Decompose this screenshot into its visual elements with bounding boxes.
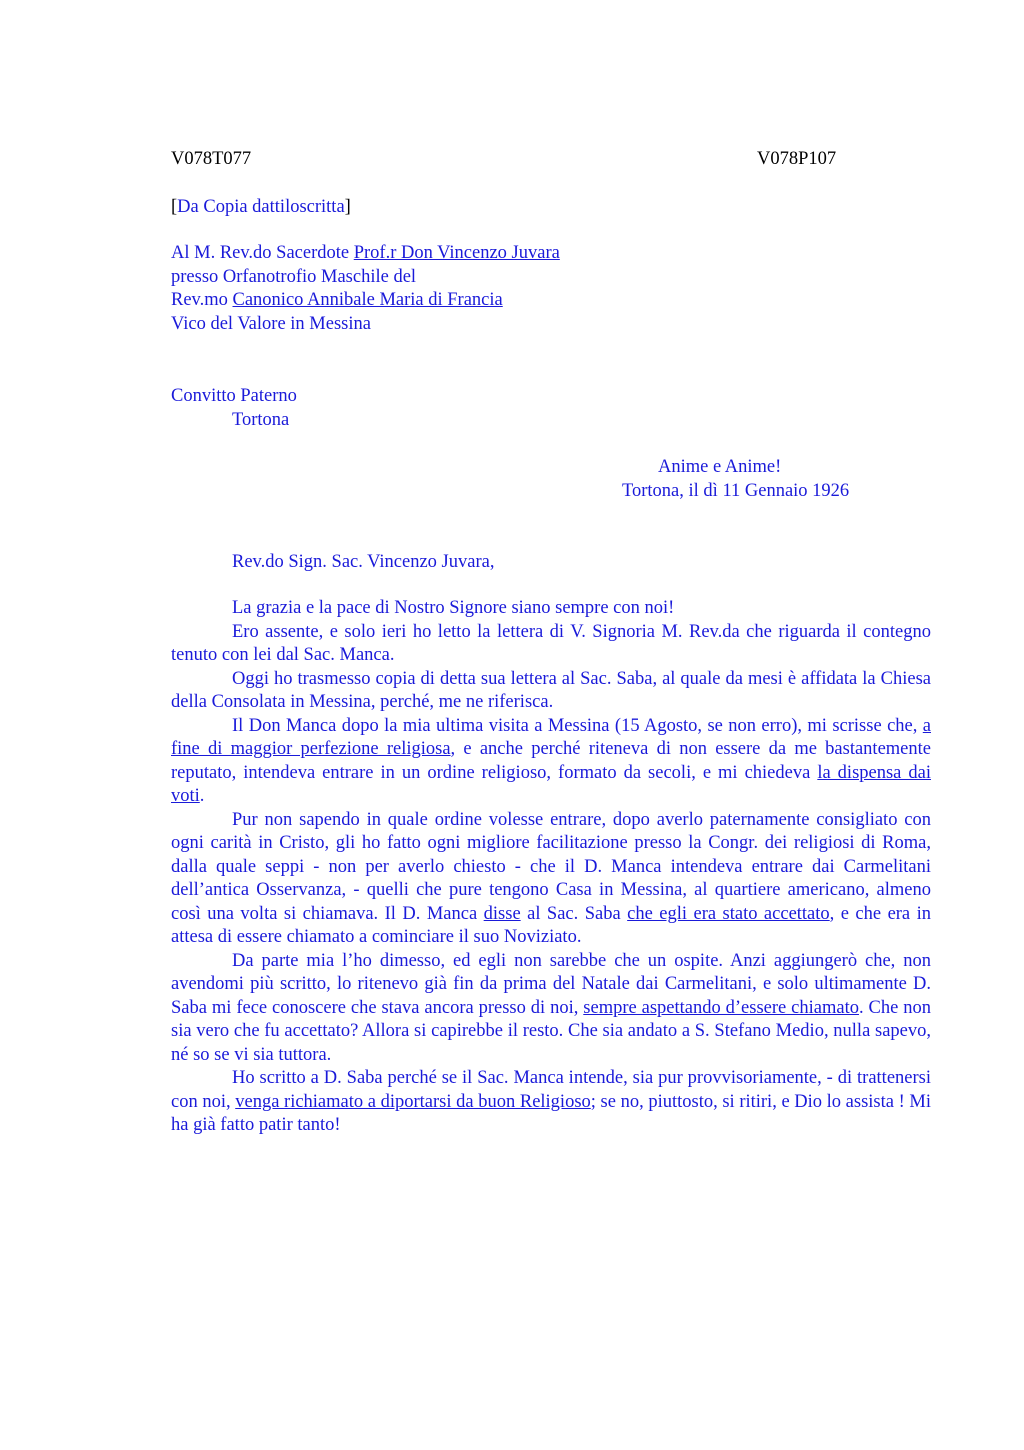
source-note	[171, 195, 351, 219]
address-line-1-prefix: Al M. Rev.do Sacerdote	[171, 243, 354, 263]
page-code-right: V078P107	[757, 149, 837, 169]
sender-line-1: Convitto Paterno	[171, 386, 297, 406]
body-paragraph-5-text-c: , e che era in attesa di essere chiamato a cominciare il suo Noviziato.	[171, 903, 931, 947]
underlined-phrase-religioso: venga richiamato a diportarsi da buon Religioso	[235, 1091, 591, 1112]
body-paragraph-2: Ero assente, e solo ieri ho letto la lettera di V. Signoria M. Rev.da che riguarda il contegno tenuto con lei dal Sac. Manca.	[171, 621, 931, 665]
date-line: Tortona, il dì 11 Gennaio 1926	[622, 481, 850, 501]
body-paragraph-1: La grazia e la pace di Nostro Signore siano sempre con noi!	[232, 598, 675, 618]
body-paragraph-3: Oggi ho trasmesso copia di detta sua lettera al Sac. Saba, al quale da mesi è affidata la Chiesa della Consolata in Messina, perché, me ne riferisca.	[171, 668, 931, 712]
body-paragraph-6	[171, 950, 931, 1068]
body-paragraph-4	[171, 715, 931, 809]
address-line-3	[171, 289, 560, 313]
address-block	[171, 242, 560, 336]
letter-body	[171, 597, 931, 1138]
body-paragraph-4-text-b: , e anche perché riteneva di non essere da me bastantemente reputato, intendeva entrare in un ordine religioso, formato da secoli, e mi chiedeva	[171, 739, 931, 783]
address-line-2: presso Orfanotrofio Maschile del	[171, 266, 417, 287]
body-paragraph-6-text-b: . Che non sia vero che fu accettato? Allora si capirebbe il resto. Che sia andato a S. Stefano Medio, nulla sapevo, né so se vi sia tuttora.	[171, 997, 931, 1065]
body-paragraph-7-text-b: ; se no, piuttosto, si ritiri, e Dio lo assista ! Mi ha già fatto patir tanto!	[171, 1091, 931, 1135]
body-paragraph-7-text-a: Ho scritto a D. Saba perché se il Sac. Manca intende, sia pur provvisoriamente, - di trattenersi con noi,	[171, 1068, 931, 1112]
source-note-text: Da Copia dattiloscritta	[177, 197, 345, 217]
underlined-phrase-dispensa: la dispensa dai voti	[171, 762, 931, 806]
body-paragraph-6-text-a: Da parte mia l’ho dimesso, ed egli non sarebbe che un ospite. Anzi aggiungerò che, non avendomi più scritto, lo ritenevo già fin da prima del Natale dai Carmelitani, e solo ultimamente D. Saba mi fece conoscere che stava ancora presso di noi,	[171, 950, 931, 1018]
address-line-4: Vico del Valore in Messina	[171, 313, 371, 334]
body-paragraph-4-text-c: .	[199, 786, 205, 806]
address-line-3-prefix: Rev.mo	[171, 290, 233, 310]
body-paragraph-7	[171, 1067, 931, 1138]
source-note-close-bracket: ]	[344, 197, 351, 217]
source-note-open-bracket: [	[171, 197, 178, 217]
body-paragraph-5	[171, 809, 931, 950]
salutation: Rev.do Sign. Sac. Vincenzo Juvara,	[232, 552, 495, 572]
document-code-left: V078T077	[171, 149, 252, 169]
sender-block	[171, 385, 297, 432]
canon-name: Canonico Annibale Maria di Francia	[232, 290, 503, 310]
underlined-phrase-accettato: che egli era stato accettato	[627, 903, 830, 924]
underlined-word-disse: disse	[483, 903, 521, 924]
recipient-name: Prof.r Don Vincenzo Juvara	[353, 243, 560, 263]
body-paragraph-5-text-b: al Sac. Saba	[520, 903, 628, 924]
underlined-phrase-perfezione: a fine di maggior perfezione religiosa	[171, 715, 931, 759]
motto: Anime e Anime!	[658, 457, 782, 477]
address-line-1	[171, 242, 560, 266]
body-paragraph-5-text-a: Pur non sapendo in quale ordine volesse entrare, dopo averlo paternamente consigliato con ogni carità in Cristo, gli ho fatto ogni migliore facilitazione presso la Congr. dei religiosi di Roma, dalla quale seppi - non per averlo chiesto - che il D. Manca intendeva entrare dai Carmelitani dell’antica Osservanza, - quelli che pure tengono Casa in Messina, al quartiere americano, almeno così una volta si chiamava. Il D. Manca	[171, 809, 931, 924]
sender-line-2: Tortona	[232, 409, 290, 430]
underlined-phrase-aspettando: sempre aspettando d’essere chiamato	[583, 997, 859, 1018]
body-paragraph-4-text-a: Il Don Manca dopo la mia ultima visita a Messina (15 Agosto, se non erro), mi scrisse che,	[232, 715, 923, 736]
